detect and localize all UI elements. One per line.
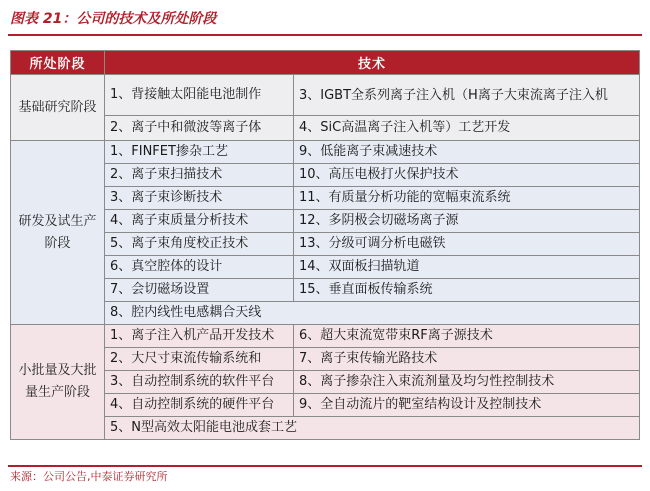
tech-cell: 5、N型高效太阳能电池成套工艺	[105, 417, 640, 440]
table-row	[11, 279, 640, 302]
tech-cell: 15、垂直面板传输系统	[294, 279, 640, 302]
source-divider	[8, 465, 642, 467]
tech-cell: 3、离子束诊断技术	[105, 187, 294, 210]
tech-cell: 2、离子束扫描技术	[105, 164, 294, 187]
table-row	[11, 116, 640, 141]
tech-cell: 3、自动控制系统的软件平台	[105, 371, 294, 394]
table-row	[11, 187, 640, 210]
tech-cell: 4、SiC高温离子注入机等）工艺开发	[294, 116, 640, 141]
source-note: 来源：公司公告,中泰证券研究所	[10, 470, 168, 483]
tech-cell: 11、有质量分析功能的宽幅束流系统	[294, 187, 640, 210]
table-row	[11, 302, 640, 325]
table-row	[11, 75, 640, 116]
tech-cell: 1、离子注入机产品开发技术	[105, 325, 294, 348]
tech-cell: 7、离子束传输光路技术	[294, 348, 640, 371]
tech-cell: 7、会切磁场设置	[105, 279, 294, 302]
header-technology: 技术	[105, 51, 640, 75]
tech-cell: 9、全自动流片的靶室结构设计及控制技术	[294, 394, 640, 417]
tech-cell: 13、分级可调分析电磁铁	[294, 233, 640, 256]
tech-cell: 2、离子中和微波等离子体	[105, 116, 294, 141]
tech-cell: 1、FINFET掺杂工艺	[105, 141, 294, 164]
table-row	[11, 348, 640, 371]
tech-cell: 4、离子束质量分析技术	[105, 210, 294, 233]
stage-cell-rd-trial: 研发及试生产阶段	[11, 141, 105, 325]
table-row	[11, 417, 640, 440]
title-divider	[8, 34, 642, 36]
stage-cell-basic-research: 基础研究阶段	[11, 75, 105, 141]
tech-cell: 14、双面板扫描轨道	[294, 256, 640, 279]
table-row	[11, 394, 640, 417]
table-row	[11, 371, 640, 394]
stage-cell-production: 小批量及大批量生产阶段	[11, 325, 105, 440]
table-row	[11, 141, 640, 164]
table-row	[11, 164, 640, 187]
table-row	[11, 210, 640, 233]
tech-cell: 8、腔内线性电感耦合天线	[105, 302, 640, 325]
tech-cell: 4、自动控制系统的硬件平台	[105, 394, 294, 417]
tech-cell: 6、真空腔体的设计	[105, 256, 294, 279]
tech-cell: 12、多阴极会切磁场离子源	[294, 210, 640, 233]
table-row	[11, 256, 640, 279]
tech-cell: 6、超大束流宽带束RF离子源技术	[294, 325, 640, 348]
tech-cell: 5、离子束角度校正技术	[105, 233, 294, 256]
table-header-row	[11, 51, 640, 75]
tech-cell: 8、离子掺杂注入束流剂量及均匀性控制技术	[294, 371, 640, 394]
table-row	[11, 325, 640, 348]
technology-table	[10, 50, 640, 440]
header-stage: 所处阶段	[11, 51, 105, 75]
tech-cell: 1、背接触太阳能电池制作	[105, 75, 294, 116]
tech-cell: 2、大尺寸束流传输系统和	[105, 348, 294, 371]
tech-cell: 9、低能离子束减速技术	[294, 141, 640, 164]
table-row	[11, 233, 640, 256]
tech-cell: 3、IGBT全系列离子注入机（H离子大束流离子注入机	[294, 75, 640, 116]
figure-title: 图表 21：公司的技术及所处阶段	[10, 11, 217, 27]
tech-cell: 10、高压电极打火保护技术	[294, 164, 640, 187]
